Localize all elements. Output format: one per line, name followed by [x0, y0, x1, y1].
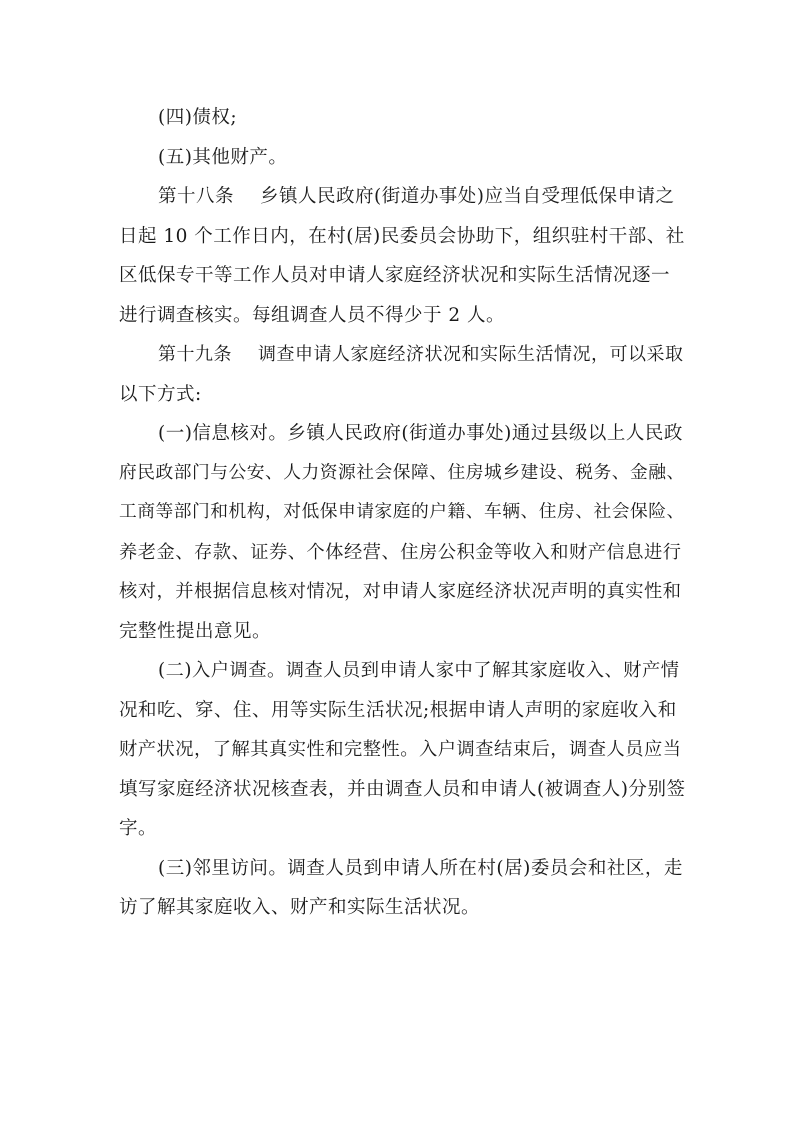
text-line: 访了解其家庭收入、财产和实际生活状况。 [119, 897, 481, 918]
article-text: 调查申请人家庭经济状况和实际生活情况，可以采取 [258, 344, 684, 365]
text-line: 完整性提出意见。 [119, 620, 272, 642]
paragraph-article-19 [119, 335, 685, 414]
paragraph-method-2 [119, 651, 685, 849]
text-line: 况和吃、穿、住、用等实际生活状况;根据申请人声明的家庭收入和 [119, 699, 677, 721]
text-line: 工商等部门和机构，对低保申请家庭的户籍、车辆、住房、社会保险、 [119, 502, 685, 522]
text-line [119, 335, 685, 375]
paragraph-method-3 [119, 849, 685, 928]
text-line: 日起 10 个工作日内，在村(居)民委员会协助下，组织驻村干部、社 [119, 225, 685, 247]
text-line: 府民政部门与公安、人力资源社会保障、住房城乡建设、税务、金融、 [119, 462, 685, 483]
text-line: (三)邻里访问。调查人员到申请人所在村(居)委员会和社区，走 [158, 857, 683, 879]
article-number: 第十八条 [158, 186, 235, 207]
text-line: 字。 [119, 818, 158, 839]
text-line: (五)其他财产。 [158, 146, 288, 168]
paragraph-item-5 [119, 138, 685, 178]
text-line: 填写家庭经济状况核查表，并由调查人员和申请人(被调查人)分别签 [119, 778, 686, 800]
paragraph-method-1 [119, 414, 685, 651]
text-line: 区低保专干等工作人员对申请人家庭经济状况和实际生活情况逐一 [119, 265, 671, 286]
paragraph-article-18 [119, 177, 685, 335]
text-line: 进行调查核实。每组调查人员不得少于 2 人。 [119, 304, 506, 326]
article-text: 乡镇人民政府(街道办事处)应当自受理低保申请之 [260, 186, 675, 207]
text-line: 养老金、存款、证券、个体经营、住房公积金等收入和财产信息进行 [119, 541, 682, 563]
text-line: 以下方式: [119, 383, 202, 405]
text-line: 财产状况，了解其真实性和完整性。入户调查结束后，调查人员应当 [119, 739, 682, 760]
document-body [119, 98, 685, 928]
text-line: (四)债权; [158, 107, 238, 128]
text-line [119, 177, 685, 217]
text-line: 核对，并根据信息核对情况，对申请人家庭经济状况声明的真实性和 [119, 581, 682, 602]
text-line: (二)入户调查。调查人员到申请人家中了解其家庭收入、财产情 [158, 660, 680, 681]
paragraph-item-4 [119, 98, 685, 138]
article-number: 第十九条 [158, 344, 232, 365]
text-line: (一)信息核对。乡镇人民政府(街道办事处)通过县级以上人民政 [158, 423, 683, 444]
